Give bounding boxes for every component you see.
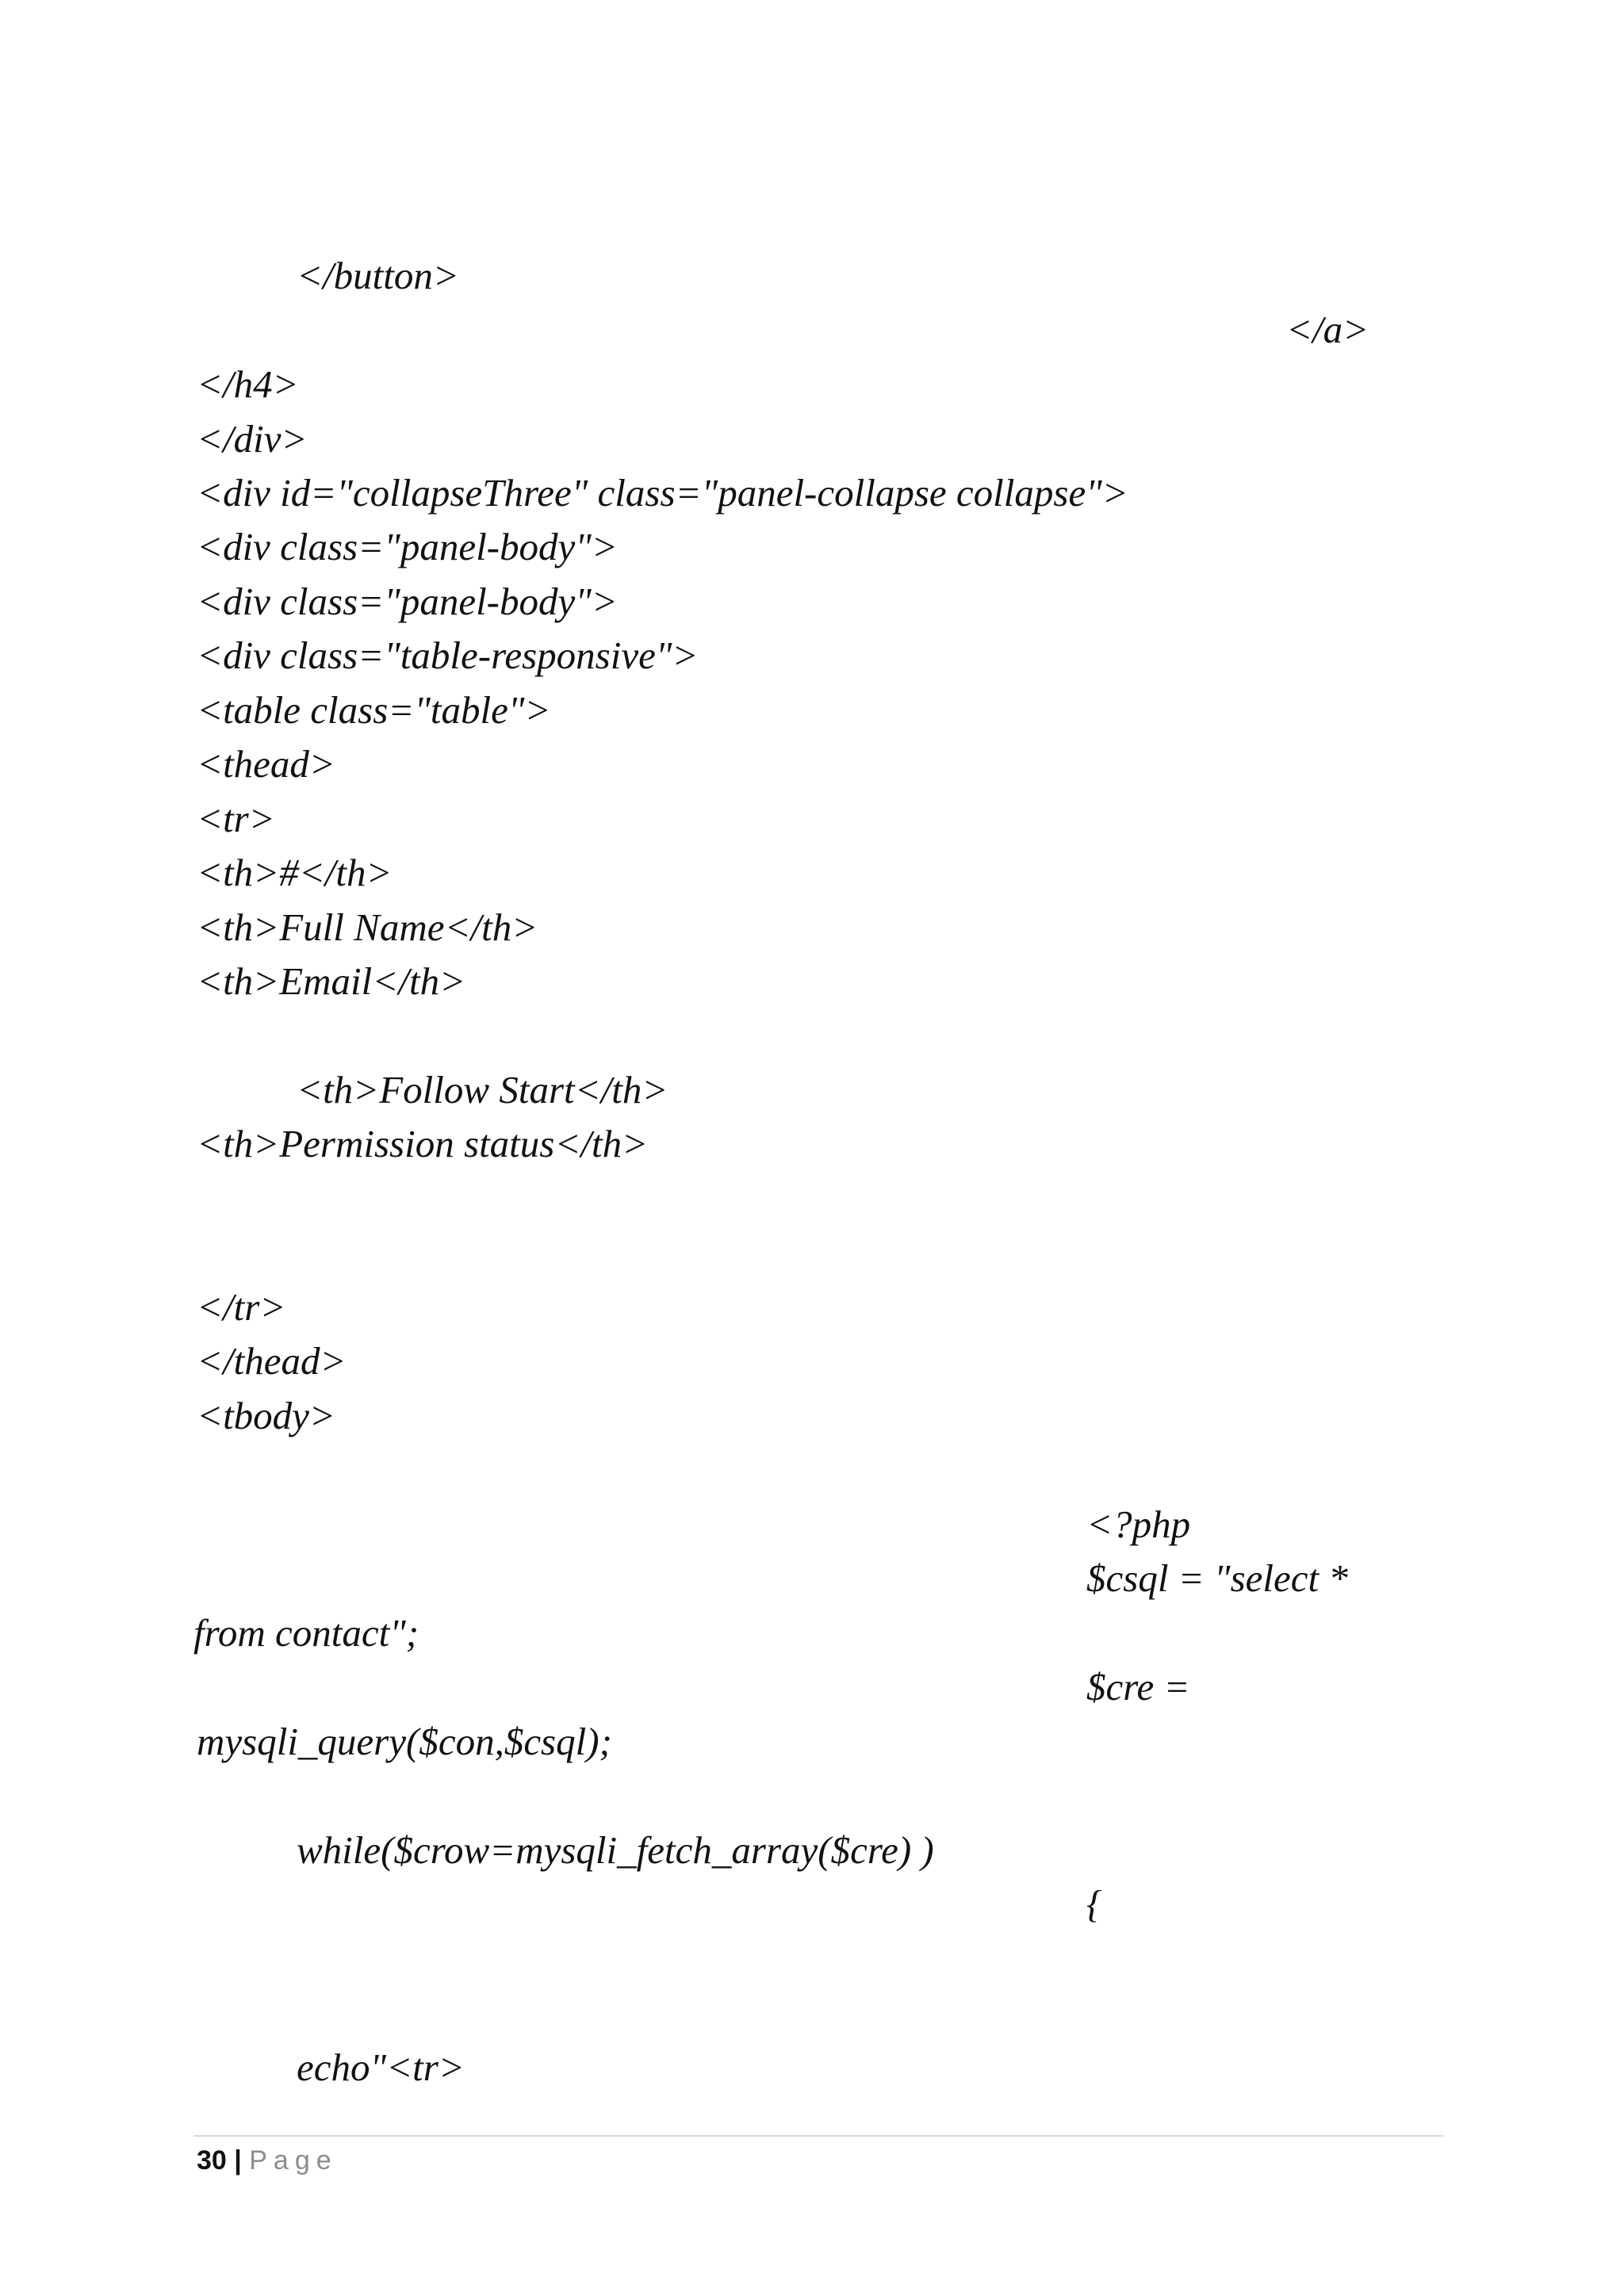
code-line: <?php: [1086, 1502, 1191, 1546]
code-line: <div id="collapseThree" class="panel-collapse collapse">: [197, 471, 1128, 515]
page-footer: [197, 2143, 338, 2178]
code-line: <div class="table-responsive">: [197, 633, 699, 677]
code-line: <table class="table">: [197, 688, 551, 732]
page-label: Page: [249, 2145, 338, 2175]
code-line: $csql = "select *: [1086, 1556, 1348, 1600]
code-line: <th>Email</th>: [197, 959, 466, 1003]
code-line: <th>#</th>: [197, 851, 393, 894]
code-line: <th>Follow Start</th>: [297, 1068, 668, 1112]
code-line: <tbody>: [197, 1394, 335, 1437]
code-line: <div class="panel-body">: [197, 525, 618, 568]
code-line: <tr>: [197, 797, 275, 840]
code-line: </a>: [1286, 308, 1369, 351]
code-line: <th>Permission status</th>: [197, 1122, 649, 1165]
code-line: $cre =: [1086, 1665, 1190, 1709]
code-line: </thead>: [197, 1339, 347, 1383]
code-line: mysqli_query($con,$csql);: [197, 1720, 612, 1763]
code-line: from contact";: [193, 1611, 419, 1655]
code-line: </h4>: [197, 362, 299, 406]
code-line: </button>: [297, 254, 459, 297]
code-line: echo"<tr>: [297, 2045, 465, 2089]
code-line: </div>: [197, 417, 308, 461]
code-line: </tr>: [197, 1285, 286, 1329]
footer-separator: |: [234, 2145, 242, 2175]
code-line: {: [1086, 1882, 1102, 1926]
code-line: <thead>: [197, 742, 335, 786]
code-line: <th>Full Name</th>: [197, 905, 538, 949]
page-number: 30: [197, 2145, 227, 2175]
code-line: while($crow=mysqli_fetch_array($cre) ): [297, 1828, 934, 1872]
code-line: <div class="panel-body">: [197, 580, 618, 623]
footer-divider: [193, 2135, 1443, 2137]
